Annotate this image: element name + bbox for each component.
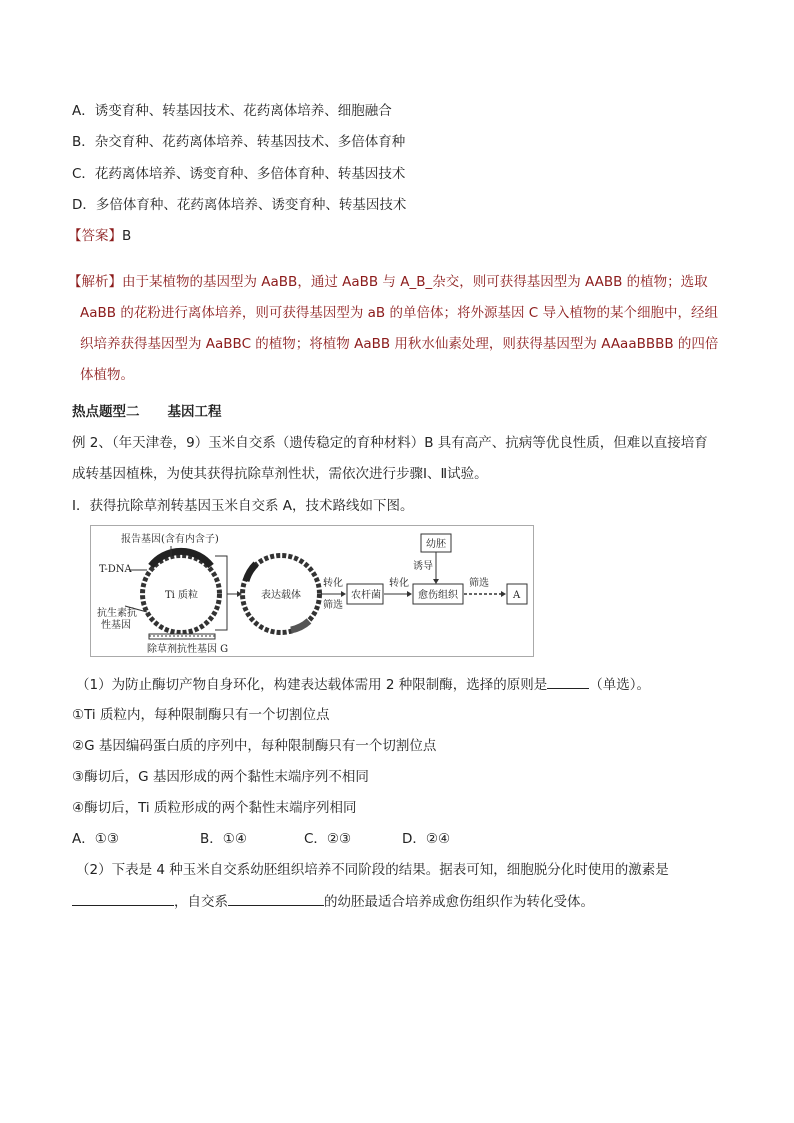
section-topic: 基因工程 <box>167 404 222 420</box>
callus-label: 愈伤组织 <box>418 590 458 601</box>
agrobacterium-label: 农杆菌 <box>351 590 381 601</box>
q1-stem-pre: （1）为防止酶切产物自身环化，构建表达载体需用 2 种限制酶，选择的原则是 <box>76 677 548 693</box>
q1-stem-post: （单选）。 <box>589 677 651 693</box>
antibiotic-gene-label-2: 性基因 <box>101 620 131 631</box>
q1-choice-a: A．①③ <box>72 831 119 847</box>
result-label: A <box>513 590 521 601</box>
q1-statement-3: ③酶切后，G 基因形成的两个黏性末端序列不相同 <box>72 769 369 785</box>
q2-line-2 <box>72 891 594 912</box>
example-line-1: 例 2、（年天津卷，9）玉米自交系（遗传稳定的育种材料）B 具有高产、抗病等优良性质，但难以直接培育 <box>72 435 708 451</box>
analysis-paragraph <box>68 267 730 391</box>
section-title: 热点题型二 <box>72 404 140 420</box>
q2-mid: ，自交系 <box>174 894 228 910</box>
tdna-label: T-DNA <box>99 564 132 575</box>
q1-choice-d: D．②④ <box>402 831 451 847</box>
reporter-gene-label: 报告基因(含有内含子) <box>121 534 219 545</box>
embryo-label: 幼胚 <box>426 539 446 550</box>
q1-statement-1: ①Ti 质粒内，每种限制酶只有一个切割位点 <box>72 707 330 723</box>
option-a: A．诱变育种、转基因技术、花药离体培养、细胞融合 <box>72 103 392 119</box>
answer-line <box>68 226 131 246</box>
analysis-label: 【解析】 <box>68 274 122 290</box>
section-header <box>72 402 222 422</box>
example-line-2: 成转基因植株，为使其获得抗除草剂性状，需依次进行步骤Ⅰ、Ⅱ试验。 <box>72 466 488 482</box>
q2-tail: 的幼胚最适合培养成愈伤组织作为转化受体。 <box>324 894 594 910</box>
q1-choice-b: B．①④ <box>200 831 247 847</box>
diagram-svg <box>91 526 533 656</box>
ti-plasmid-label: Ti 质粒 <box>165 590 199 601</box>
technique-route-diagram <box>90 525 534 657</box>
q1-choice-c: C．②③ <box>304 831 352 847</box>
q2-line-1: （2）下表是 4 种玉米自交系幼胚组织培养不同阶段的结果。据表可知，细胞脱分化时使用的激素是 <box>76 862 669 878</box>
herbicide-gene-label: 除草剂抗性基因 G <box>147 644 229 655</box>
analysis-text: 由于某植物的基因型为 AaBB，通过 AaBB 与 A_B_杂交，则可获得基因型为 AABB 的植物；选取 AaBB 的花粉进行离体培养，则可获得基因型为 aB 的单倍体；将外源基因 C 导入植物的某个细胞中，经组织培养获得基因型为 AaBBC 的植物；将植物 AaBB 用秋水仙素处理，则获得基因型为 AAaaBBBB 的四倍体植物。 <box>80 274 719 383</box>
answer-value: B <box>122 228 132 244</box>
example-step-1: Ⅰ．获得抗除草剂转基因玉米自交系 A，技术路线如下图。 <box>72 498 414 514</box>
q2-hormone-blank[interactable] <box>72 891 174 906</box>
induce-label: 诱导 <box>413 561 433 572</box>
option-d: D．多倍体育种、花药离体培养、诱变育种、转基因技术 <box>72 197 407 213</box>
q2-line-blank[interactable] <box>228 891 324 906</box>
screen-label-1: 筛选 <box>323 600 343 611</box>
q1-answer-blank[interactable] <box>547 674 589 689</box>
transform-label-2: 转化 <box>389 578 409 589</box>
answer-label: 【答案】 <box>68 228 122 244</box>
expression-vector-label: 表达载体 <box>261 590 301 601</box>
q1-statement-4: ④酶切后，Ti 质粒形成的两个黏性末端序列相同 <box>72 800 357 816</box>
option-c: C．花药离体培养、诱变育种、多倍体育种、转基因技术 <box>72 166 406 182</box>
q1-stem <box>76 674 650 695</box>
option-b: B．杂交育种、花药离体培养、转基因技术、多倍体育种 <box>72 134 406 150</box>
q1-statement-2: ②G 基因编码蛋白质的序列中，每种限制酶只有一个切割位点 <box>72 738 437 754</box>
transform-label-1: 转化 <box>323 578 343 589</box>
antibiotic-gene-label-1: 抗生素抗 <box>97 608 137 619</box>
screen-label-2: 筛选 <box>469 578 489 589</box>
